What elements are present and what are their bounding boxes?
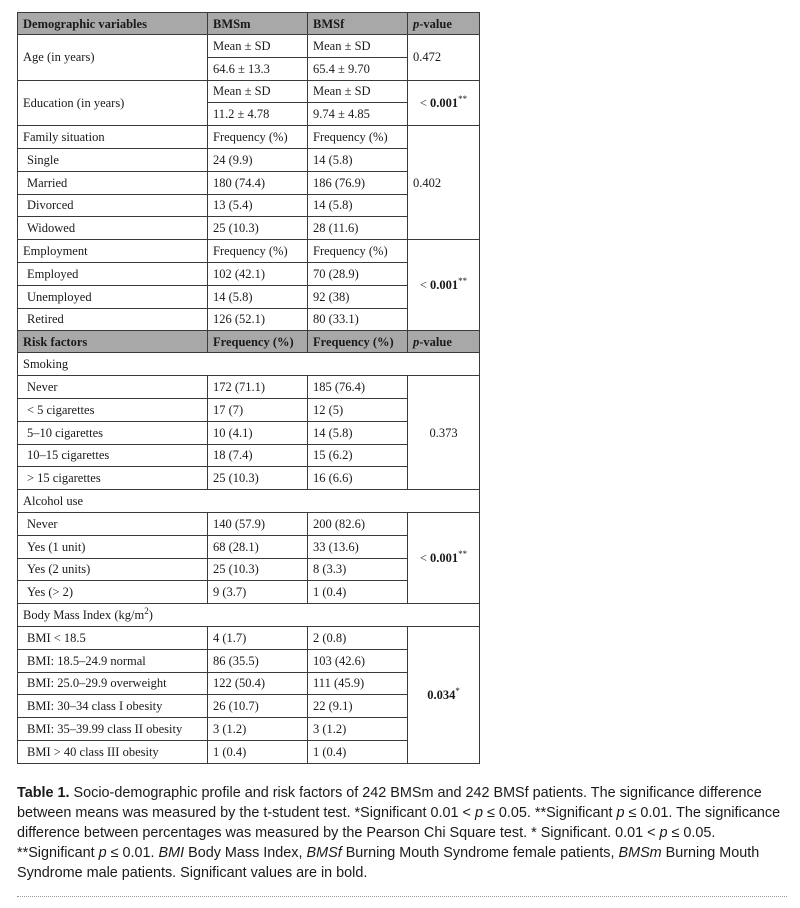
row-label: BMI: 25.0–29.9 overweight bbox=[18, 672, 208, 695]
header-p-value: p-value bbox=[408, 331, 480, 353]
row-label-education: Education (in years) bbox=[18, 80, 208, 126]
bmsm-cell: 25 (10.3) bbox=[208, 217, 308, 240]
bmsm-cell: 68 (28.1) bbox=[208, 535, 308, 558]
bmsf-cell: 186 (76.9) bbox=[308, 171, 408, 194]
education-bmsf-stat: Mean ± SD bbox=[308, 80, 408, 103]
bmsm-cell: 3 (1.2) bbox=[208, 718, 308, 741]
family-bmsm-freq-label: Frequency (%) bbox=[208, 126, 308, 149]
bmsf-cell: 28 (11.6) bbox=[308, 217, 408, 240]
table-row bbox=[18, 512, 480, 535]
age-bmsm-stat: Mean ± SD bbox=[208, 35, 308, 58]
bmsm-cell: 26 (10.7) bbox=[208, 695, 308, 718]
row-label: BMI > 40 class III obesity bbox=[18, 740, 208, 763]
bmsm-cell: 25 (10.3) bbox=[208, 558, 308, 581]
bmsm-cell: 140 (57.9) bbox=[208, 512, 308, 535]
section-label-alcohol: Alcohol use bbox=[18, 490, 480, 513]
row-label: BMI < 18.5 bbox=[18, 626, 208, 649]
bmsf-cell: 12 (5) bbox=[308, 398, 408, 421]
row-label: Employed bbox=[18, 262, 208, 285]
smoking-p-value: 0.373 bbox=[408, 376, 480, 490]
employment-bmsf-freq-label: Frequency (%) bbox=[308, 240, 408, 263]
row-label-age: Age (in years) bbox=[18, 35, 208, 81]
row-label: Divorced bbox=[18, 194, 208, 217]
bmsm-cell: 25 (10.3) bbox=[208, 467, 308, 490]
bmsm-cell: 126 (52.1) bbox=[208, 308, 308, 331]
table-row bbox=[18, 240, 480, 263]
table-row bbox=[18, 626, 480, 649]
table-row bbox=[18, 35, 480, 58]
education-bmsf-value: 9.74 ± 4.85 bbox=[308, 103, 408, 126]
bmsm-cell: 10 (4.1) bbox=[208, 421, 308, 444]
bmsf-cell: 22 (9.1) bbox=[308, 695, 408, 718]
bmsm-cell: 122 (50.4) bbox=[208, 672, 308, 695]
bmsm-cell: 9 (3.7) bbox=[208, 581, 308, 604]
bmsf-cell: 8 (3.3) bbox=[308, 558, 408, 581]
caption-label: Table 1. bbox=[17, 785, 70, 801]
table-row bbox=[18, 80, 480, 103]
bmsf-cell: 2 (0.8) bbox=[308, 626, 408, 649]
row-label: BMI: 18.5–24.9 normal bbox=[18, 649, 208, 672]
bmsf-cell: 70 (28.9) bbox=[308, 262, 408, 285]
row-label-family-situation: Family situation bbox=[18, 126, 208, 149]
bmsf-cell: 15 (6.2) bbox=[308, 444, 408, 467]
bmi-p-value: 0.034* bbox=[408, 626, 480, 763]
family-bmsf-freq-label: Frequency (%) bbox=[308, 126, 408, 149]
table-header-row bbox=[18, 13, 480, 35]
header-bmsm: BMSm bbox=[208, 13, 308, 35]
employment-bmsm-freq-label: Frequency (%) bbox=[208, 240, 308, 263]
bmsf-cell: 3 (1.2) bbox=[308, 718, 408, 741]
bmsm-cell: 172 (71.1) bbox=[208, 376, 308, 399]
age-p-value: 0.472 bbox=[408, 35, 480, 81]
dotted-separator bbox=[17, 896, 787, 897]
alcohol-p-value: < 0.001** bbox=[408, 512, 480, 603]
bmsf-cell: 80 (33.1) bbox=[308, 308, 408, 331]
bmsm-cell: 14 (5.8) bbox=[208, 285, 308, 308]
row-label: > 15 cigarettes bbox=[18, 467, 208, 490]
row-label: Retired bbox=[18, 308, 208, 331]
bmsf-cell: 200 (82.6) bbox=[308, 512, 408, 535]
header-bmsf: BMSf bbox=[308, 13, 408, 35]
table-row bbox=[18, 376, 480, 399]
bmsf-cell: 16 (6.6) bbox=[308, 467, 408, 490]
bmsm-cell: 13 (5.4) bbox=[208, 194, 308, 217]
education-p-value: < 0.001** bbox=[408, 80, 480, 126]
header-risk-factors: Risk factors bbox=[18, 331, 208, 353]
bmsf-cell: 33 (13.6) bbox=[308, 535, 408, 558]
bmsf-cell: 103 (42.6) bbox=[308, 649, 408, 672]
age-bmsf-stat: Mean ± SD bbox=[308, 35, 408, 58]
bmsm-cell: 1 (0.4) bbox=[208, 740, 308, 763]
row-label: < 5 cigarettes bbox=[18, 398, 208, 421]
row-label: Never bbox=[18, 512, 208, 535]
family-p-value: 0.402 bbox=[408, 126, 480, 240]
age-bmsf-value: 65.4 ± 9.70 bbox=[308, 57, 408, 80]
bmsm-cell: 4 (1.7) bbox=[208, 626, 308, 649]
bmsm-cell: 180 (74.4) bbox=[208, 171, 308, 194]
bmsf-cell: 92 (38) bbox=[308, 285, 408, 308]
row-label: BMI: 35–39.99 class II obesity bbox=[18, 718, 208, 741]
row-label-employment: Employment bbox=[18, 240, 208, 263]
row-label: 5–10 cigarettes bbox=[18, 421, 208, 444]
row-label: Married bbox=[18, 171, 208, 194]
table-header-row bbox=[18, 331, 480, 353]
table-caption: Table 1. Socio-demographic profile and risk factors of 242 BMSm and 242 BMSf patients. The significance difference between means was measured by the t-student test. *Significant 0.01 < p ≤ 0.05. **Significant p ≤ 0.01. The significance difference between percentages was measured by the Pearson Chi Square test. * Significant. 0.01 < p ≤ 0.05. **Significant p ≤ 0.01. BMI Body Mass Index, BMSf Burning Mouth Syndrome female patients, BMSm Burning Mouth Syndrome male patients. Significant values are in bold. bbox=[17, 785, 781, 881]
bmsf-cell: 14 (5.8) bbox=[308, 148, 408, 171]
bmsm-cell: 24 (9.9) bbox=[208, 148, 308, 171]
bmsf-cell: 1 (0.4) bbox=[308, 581, 408, 604]
header-p-value: p-value bbox=[408, 13, 480, 35]
bmsm-cell: 18 (7.4) bbox=[208, 444, 308, 467]
bmsf-cell: 14 (5.8) bbox=[308, 194, 408, 217]
bmsm-cell: 86 (35.5) bbox=[208, 649, 308, 672]
row-label: BMI: 30–34 class I obesity bbox=[18, 695, 208, 718]
section-label-bmi: Body Mass Index $(kg/m^2)$ bbox=[18, 604, 480, 627]
row-label: Never bbox=[18, 376, 208, 399]
bmsm-cell: 17 (7) bbox=[208, 398, 308, 421]
row-label: Yes (1 unit) bbox=[18, 535, 208, 558]
demographics-table bbox=[17, 12, 480, 764]
age-bmsm-value: 64.6 ± 13.3 bbox=[208, 57, 308, 80]
table-row bbox=[18, 604, 480, 627]
row-label: 10–15 cigarettes bbox=[18, 444, 208, 467]
bmsf-cell: 185 (76.4) bbox=[308, 376, 408, 399]
row-label: Yes (2 units) bbox=[18, 558, 208, 581]
table-row bbox=[18, 126, 480, 149]
header-bmsf-frequency: Frequency (%) bbox=[308, 331, 408, 353]
section-label-smoking: Smoking bbox=[18, 353, 480, 376]
bmsf-cell: 111 (45.9) bbox=[308, 672, 408, 695]
header-bmsm-frequency: Frequency (%) bbox=[208, 331, 308, 353]
row-label: Unemployed bbox=[18, 285, 208, 308]
bmsm-cell: 102 (42.1) bbox=[208, 262, 308, 285]
education-bmsm-stat: Mean ± SD bbox=[208, 80, 308, 103]
row-label: Widowed bbox=[18, 217, 208, 240]
employment-p-value: < 0.001** bbox=[408, 240, 480, 331]
education-bmsm-value: 11.2 ± 4.78 bbox=[208, 103, 308, 126]
table-row bbox=[18, 490, 480, 513]
bmsf-cell: 14 (5.8) bbox=[308, 421, 408, 444]
row-label: Single bbox=[18, 148, 208, 171]
row-label: Yes (> 2) bbox=[18, 581, 208, 604]
header-demographic-variables: Demographic variables bbox=[18, 13, 208, 35]
bmsf-cell: 1 (0.4) bbox=[308, 740, 408, 763]
table-row bbox=[18, 353, 480, 376]
